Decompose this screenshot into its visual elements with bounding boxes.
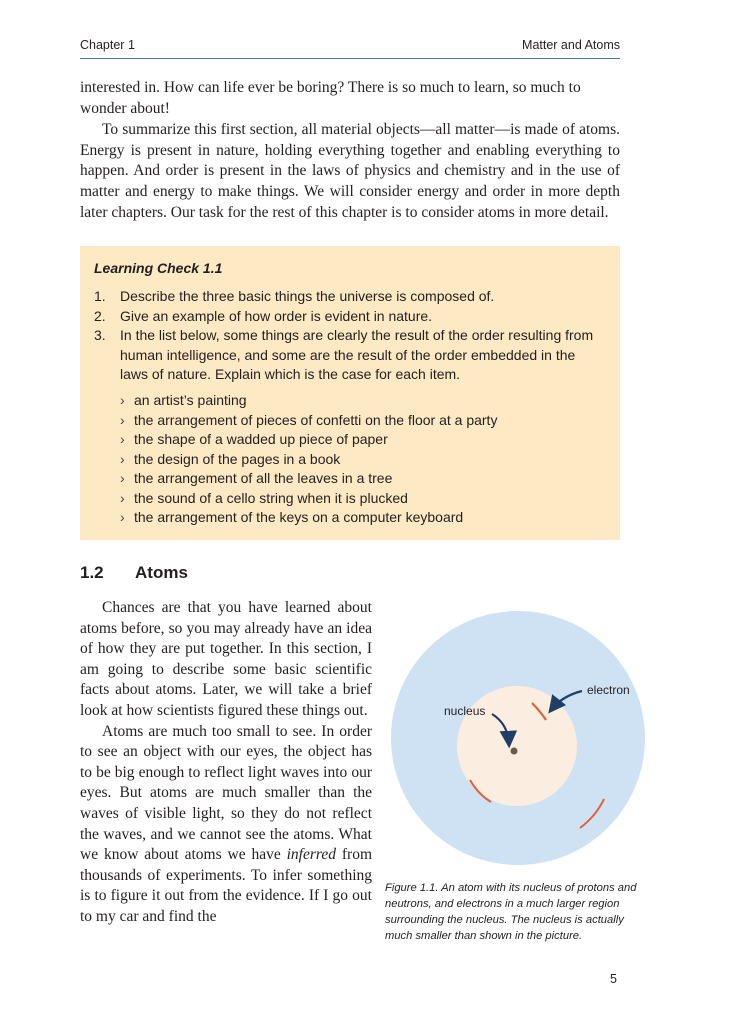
chevron-right-icon: ›: [120, 392, 125, 408]
bullet-item: [120, 430, 388, 450]
body-text: Atoms are much too small to see. In order to see an object with our eyes, the object has to be big enough to reflect light waves into our eyes. But atoms are much smaller than the waves of visible light, so they do not reflect the waves, and we cannot see the atoms. What we know about atoms we have: [80, 722, 372, 864]
intro-paragraph-1: interested in. How can life ever be boring? There is so much to learn, so much to wonder about!: [80, 79, 581, 117]
page-number: 5: [610, 972, 617, 986]
running-header: [80, 38, 620, 59]
chevron-right-icon: ›: [120, 470, 125, 486]
chevron-right-icon: ›: [120, 450, 125, 467]
intro-paragraph-2: To summarize this first section, all material objects—all matter—is made of atoms. Energy is present in nature, holding everything together and enabling everything to happen. And order is present in the laws of physics and chemistry and in the use of matter and energy to make things. We will consider energy and order in more depth later chapters. Our task for the rest of this chapter is to consider atoms in more detail.: [80, 121, 620, 221]
atom-diagram: [384, 604, 654, 874]
learning-check-item: Give an example of how order is evident in nature.: [120, 307, 433, 324]
bullet-item: [120, 508, 463, 528]
learning-check-item: In the list below, some things are clearly the result of the order resulting from human intelligence, and some are the result of the order embedded in the laws of nature. Explain which is the case for each item.: [120, 327, 594, 382]
body-paragraph-2: [80, 722, 372, 928]
bullet-text: the arrangement of the keys on a computer keyboard: [134, 509, 464, 525]
learning-check-title: Learning Check 1.1: [94, 260, 223, 276]
figure-caption: Figure 1.1. An atom with its nucleus of protons and neutrons, and electrons in a much larger region surrounding the nucleus. The nucleus is actually much smaller than shown in the picture.: [385, 882, 637, 942]
bullet-item: [120, 489, 408, 509]
item-number: 1.: [94, 288, 106, 304]
bullet-item: [120, 391, 247, 411]
emphasis-text: inferred: [286, 846, 336, 864]
nucleus-dot: [511, 748, 518, 755]
bullet-text: the design of the pages in a book: [134, 450, 341, 467]
learning-check-box: [80, 246, 620, 540]
bullet-item: [120, 411, 497, 431]
chevron-right-icon: ›: [120, 431, 125, 447]
learning-check-item: Describe the three basic things the universe is composed of.: [120, 288, 495, 304]
chevron-right-icon: ›: [120, 489, 125, 506]
body-text: from thousands of experiments. To infer something is to figure it out from the evidence. If I go out to my car and find the: [80, 846, 372, 925]
bullet-text: an artist’s painting: [134, 392, 247, 408]
chevron-right-icon: ›: [120, 509, 125, 525]
electron-label: electron: [587, 683, 630, 697]
bullet-text: the sound of a cello string when it is plucked: [134, 489, 408, 506]
bullet-item: [120, 469, 392, 489]
item-number: 2.: [94, 307, 106, 324]
bullet-text: the arrangement of pieces of confetti on the floor at a party: [134, 411, 498, 428]
bullet-item: [120, 450, 340, 470]
nucleus-label: nucleus: [444, 704, 486, 718]
body-column: [80, 598, 372, 928]
body-paragraph-1: Chances are that you have learned about atoms before, so you may already have an idea of how they are put together. In this section, I am going to describe some basic scientific facts about atoms. Later, we will take a brief look at how scientists figured these things out.: [80, 599, 372, 719]
item-number: 3.: [94, 327, 106, 343]
section-title: Atoms: [135, 563, 188, 582]
section-number: 1.2: [80, 563, 104, 582]
bullet-text: the shape of a wadded up piece of paper: [134, 431, 388, 447]
bullet-text: the arrangement of all the leaves in a tree: [134, 470, 393, 486]
chevron-right-icon: ›: [120, 411, 125, 428]
chapter-title: Matter and Atoms: [522, 38, 620, 52]
chapter-label: Chapter 1: [80, 38, 135, 52]
